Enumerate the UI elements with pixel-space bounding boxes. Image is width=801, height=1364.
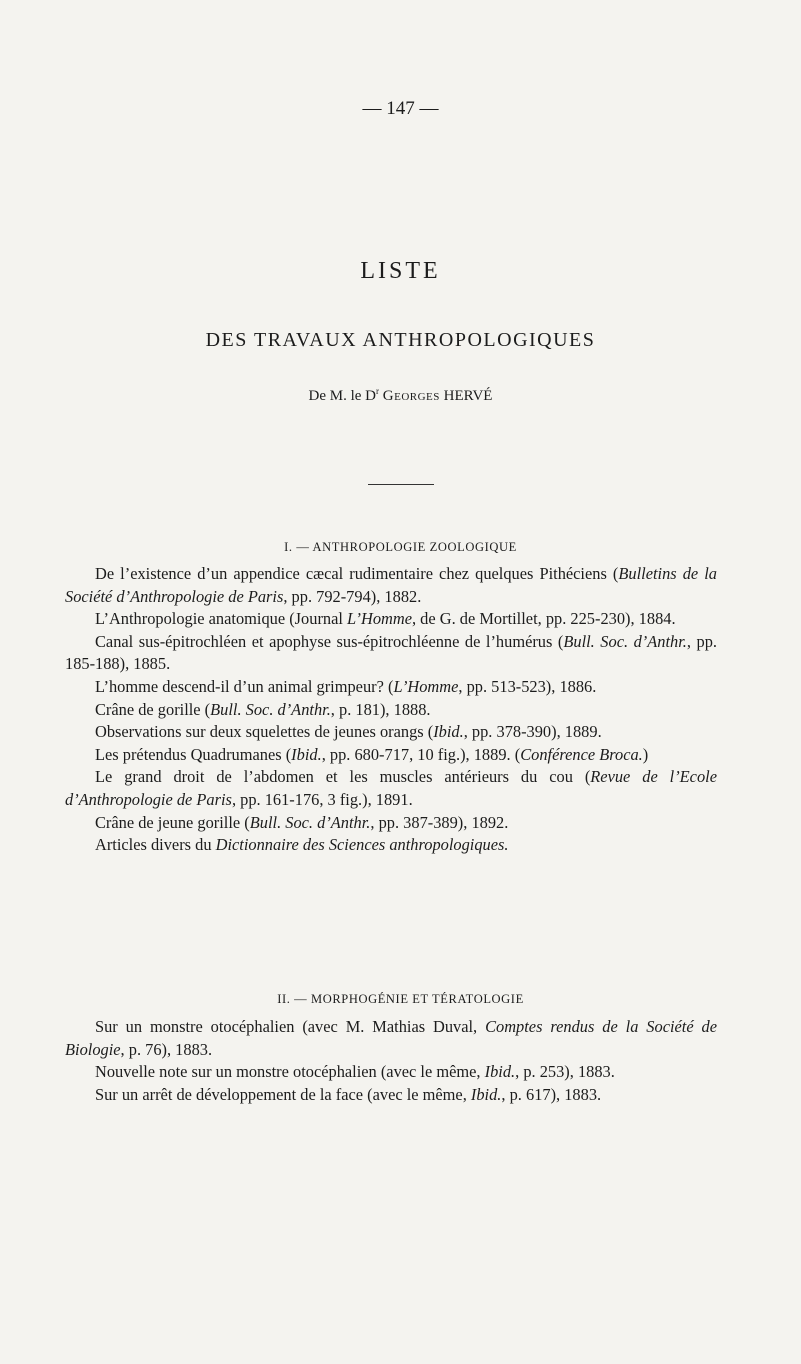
bibliography-entry: L’homme descend-il d’un animal grimpeur? (L’Homme, pp. 513-523), 1886. — [95, 676, 597, 696]
author-surname: HERVÉ — [443, 388, 493, 404]
bibliography-entry: Articles divers du Dictionnaire des Sciences anthropologiques. — [95, 835, 509, 855]
bibliography-entry: Le grand droit de l’abdomen et les muscles antérieurs du cou (Revue de l’Ecole d’Anthropologie de Paris, pp. 161-176, 3 fig.), 1891. — [65, 767, 717, 809]
bibliography-entry: Crâne de jeune gorille (Bull. Soc. d’Anthr., pp. 387-389), 1892. — [95, 812, 509, 832]
page-title: LISTE — [360, 258, 441, 284]
title-divider — [368, 484, 434, 485]
bibliography-entry: Nouvelle note sur un monstre otocéphalien (avec le même, Ibid., p. 253), 1883. — [95, 1062, 615, 1082]
bibliography-entry: Sur un arrêt de développement de la face (avec le même, Ibid., p. 617), 1883. — [95, 1084, 602, 1104]
page-subtitle: DES TRAVAUX ANTHROPOLOGIQUES — [205, 329, 596, 351]
section-heading-2: II. — MORPHOGÉNIE ET TÉRATOLOGIE — [277, 992, 524, 1006]
bibliography-entry: Les prétendus Quadrumanes (Ibid., pp. 680-717, 10 fig.), 1889. (Conférence Broca.) — [95, 744, 649, 764]
bibliography-entry: Observations sur deux squelettes de jeunes orangs (Ibid., pp. 378-390), 1889. — [95, 722, 602, 742]
bibliography-entry: Sur un monstre otocéphalien (avec M. Mathias Duval, Comptes rendus de la Société de Biologie, p. 76), 1883. — [65, 1017, 718, 1059]
bibliography-entry: Crâne de gorille (Bull. Soc. d’Anthr., p. 181), 1888. — [95, 699, 431, 719]
author-firstname: Georges — [382, 388, 440, 404]
bibliography-entry: L’Anthropologie anatomique (Journal L’Homme, de G. de Mortillet, pp. 225-230), 1884. — [95, 609, 676, 629]
author-line — [0, 386, 801, 405]
section-1-entries — [65, 563, 718, 857]
section-2-entries — [65, 1016, 718, 1106]
section-heading-1: I. — ANTHROPOLOGIE ZOOLOGIQUE — [284, 540, 517, 554]
bibliography-entry: Canal sus-épitrochléen et apophyse sus-épitrochléenne de l’humérus (Bull. Soc. d’Anthr., pp. 185-188), 1885. — [65, 631, 717, 674]
bibliography-entry: De l’existence d’un appendice cæcal rudimentaire chez quelques Pithéciens (Bulletins de la Société d’Anthropologie de Paris, pp. 792-794), 1882. — [65, 564, 718, 606]
author-title-sup: r — [376, 386, 380, 396]
author-prefix: De M. le D — [308, 388, 377, 404]
page-number: — 147 — — [362, 98, 439, 119]
